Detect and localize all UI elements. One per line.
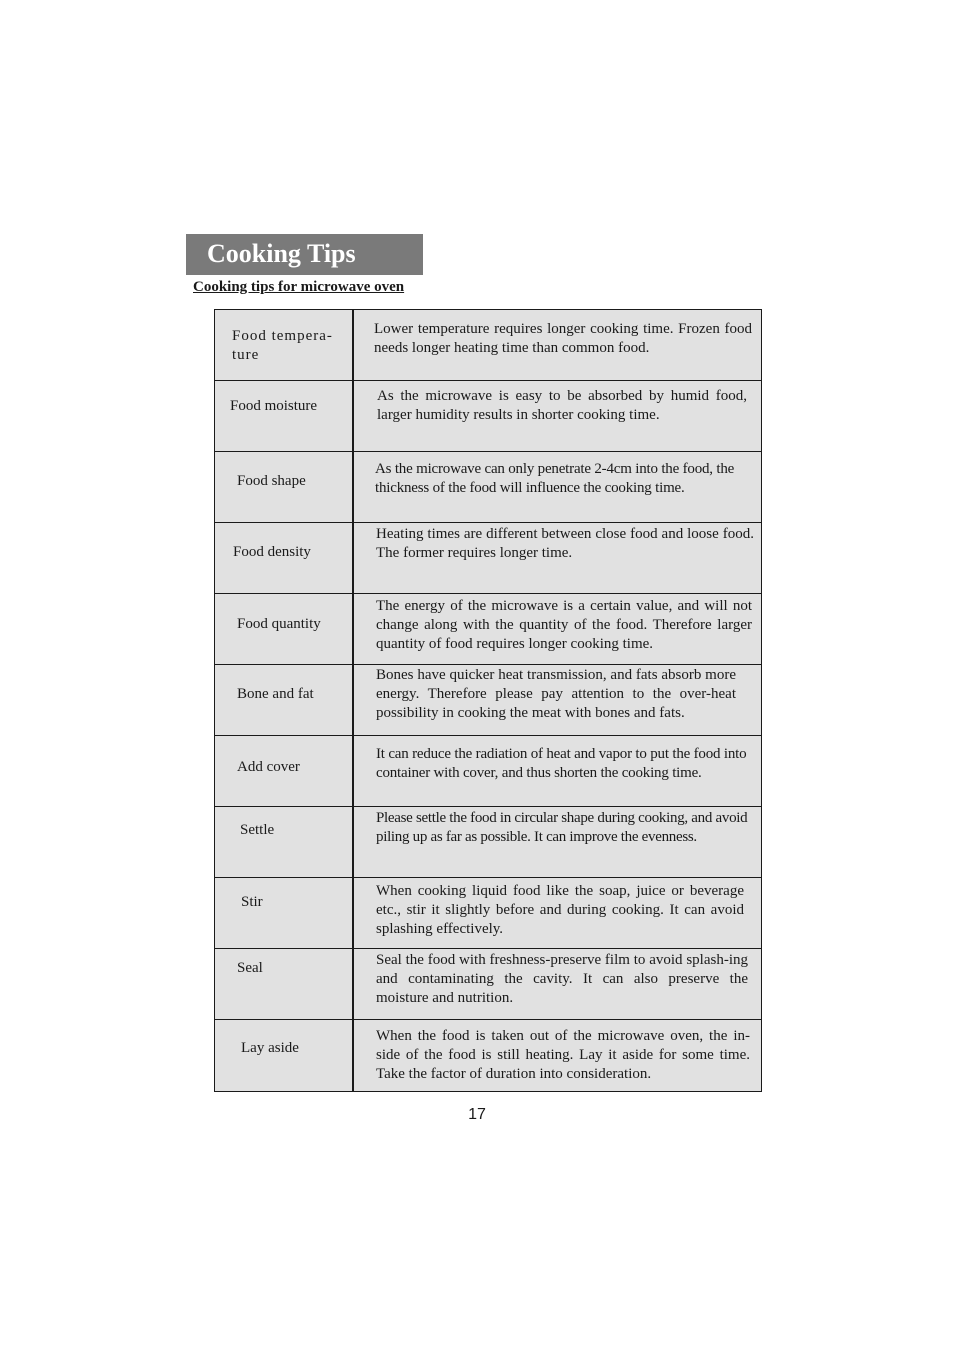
table-row	[215, 878, 761, 949]
tip-description: When cooking liquid food like the soap, juice or beverage etc., stir it slightly before and during cooking. It can avoid splashing effectively.	[376, 883, 744, 937]
tip-label: Add cover	[237, 759, 300, 775]
table-row	[215, 949, 761, 1020]
tip-description: Lower temperature requires longer cooking time. Frozen food needs longer heating time than common food.	[374, 321, 752, 356]
tip-label: Food moisture	[230, 398, 318, 414]
tip-description: The energy of the microwave is a certain value, and will not change along with the quantity of the food. Therefore larger quantity of food requires longer cooking time.	[376, 598, 752, 652]
tip-label: Food tempera-ture	[232, 328, 333, 363]
tip-description: It can reduce the radiation of heat and vapor to put the food into container with cover, and thus shorten the cooking time.	[376, 746, 747, 781]
table-row	[215, 310, 761, 381]
table-row	[215, 736, 761, 807]
table-row	[215, 523, 761, 594]
tip-label: Food density	[233, 544, 311, 560]
tip-description: Please settle the food in circular shape during cooking, and avoid piling up as far as possible. It can improve the evenness.	[376, 810, 748, 845]
tip-label: Food shape	[237, 473, 306, 489]
section-subtitle: Cooking tips for microwave oven	[193, 279, 405, 295]
table-row	[215, 381, 761, 452]
tip-description: Bones have quicker heat transmission, and fats absorb more energy. Therefore please pay attention to the over-heat possibility in cooking the meat with bones and fats.	[376, 667, 736, 721]
table-row	[215, 1020, 761, 1092]
tip-label: Settle	[240, 822, 275, 838]
section-title-banner	[186, 234, 423, 275]
tip-description: As the microwave is easy to be absorbed by humid food, larger humidity results in shorter cooking time.	[377, 388, 747, 423]
page-title: Cooking Tips	[207, 239, 356, 268]
tip-label: Bone and fat	[237, 686, 314, 702]
tip-label: Food quantity	[237, 616, 321, 632]
table-row	[215, 594, 761, 665]
tip-description: When the food is taken out of the microwave oven, the in-side of the food is still heating. Lay it aside for some time. Take the factor of duration into consideration.	[376, 1028, 750, 1082]
tip-label: Lay aside	[241, 1040, 299, 1056]
cooking-tips-table	[214, 309, 762, 1092]
table-row	[215, 807, 761, 878]
tip-label: Seal	[237, 960, 263, 976]
table-row	[215, 452, 761, 523]
tip-description: Heating times are different between close food and loose food. The former requires longer time.	[376, 526, 754, 561]
tip-label: Stir	[241, 894, 263, 910]
tip-description: As the microwave can only penetrate 2-4cm into the food, the thickness of the food will influence the cooking time.	[375, 461, 735, 496]
table-row	[215, 665, 761, 736]
tip-description: Seal the food with freshness-preserve film to avoid splash-ing and contaminating the cavity. It can also preserve the moisture and nutrition.	[376, 952, 748, 1006]
page-number: 17	[468, 1106, 486, 1123]
